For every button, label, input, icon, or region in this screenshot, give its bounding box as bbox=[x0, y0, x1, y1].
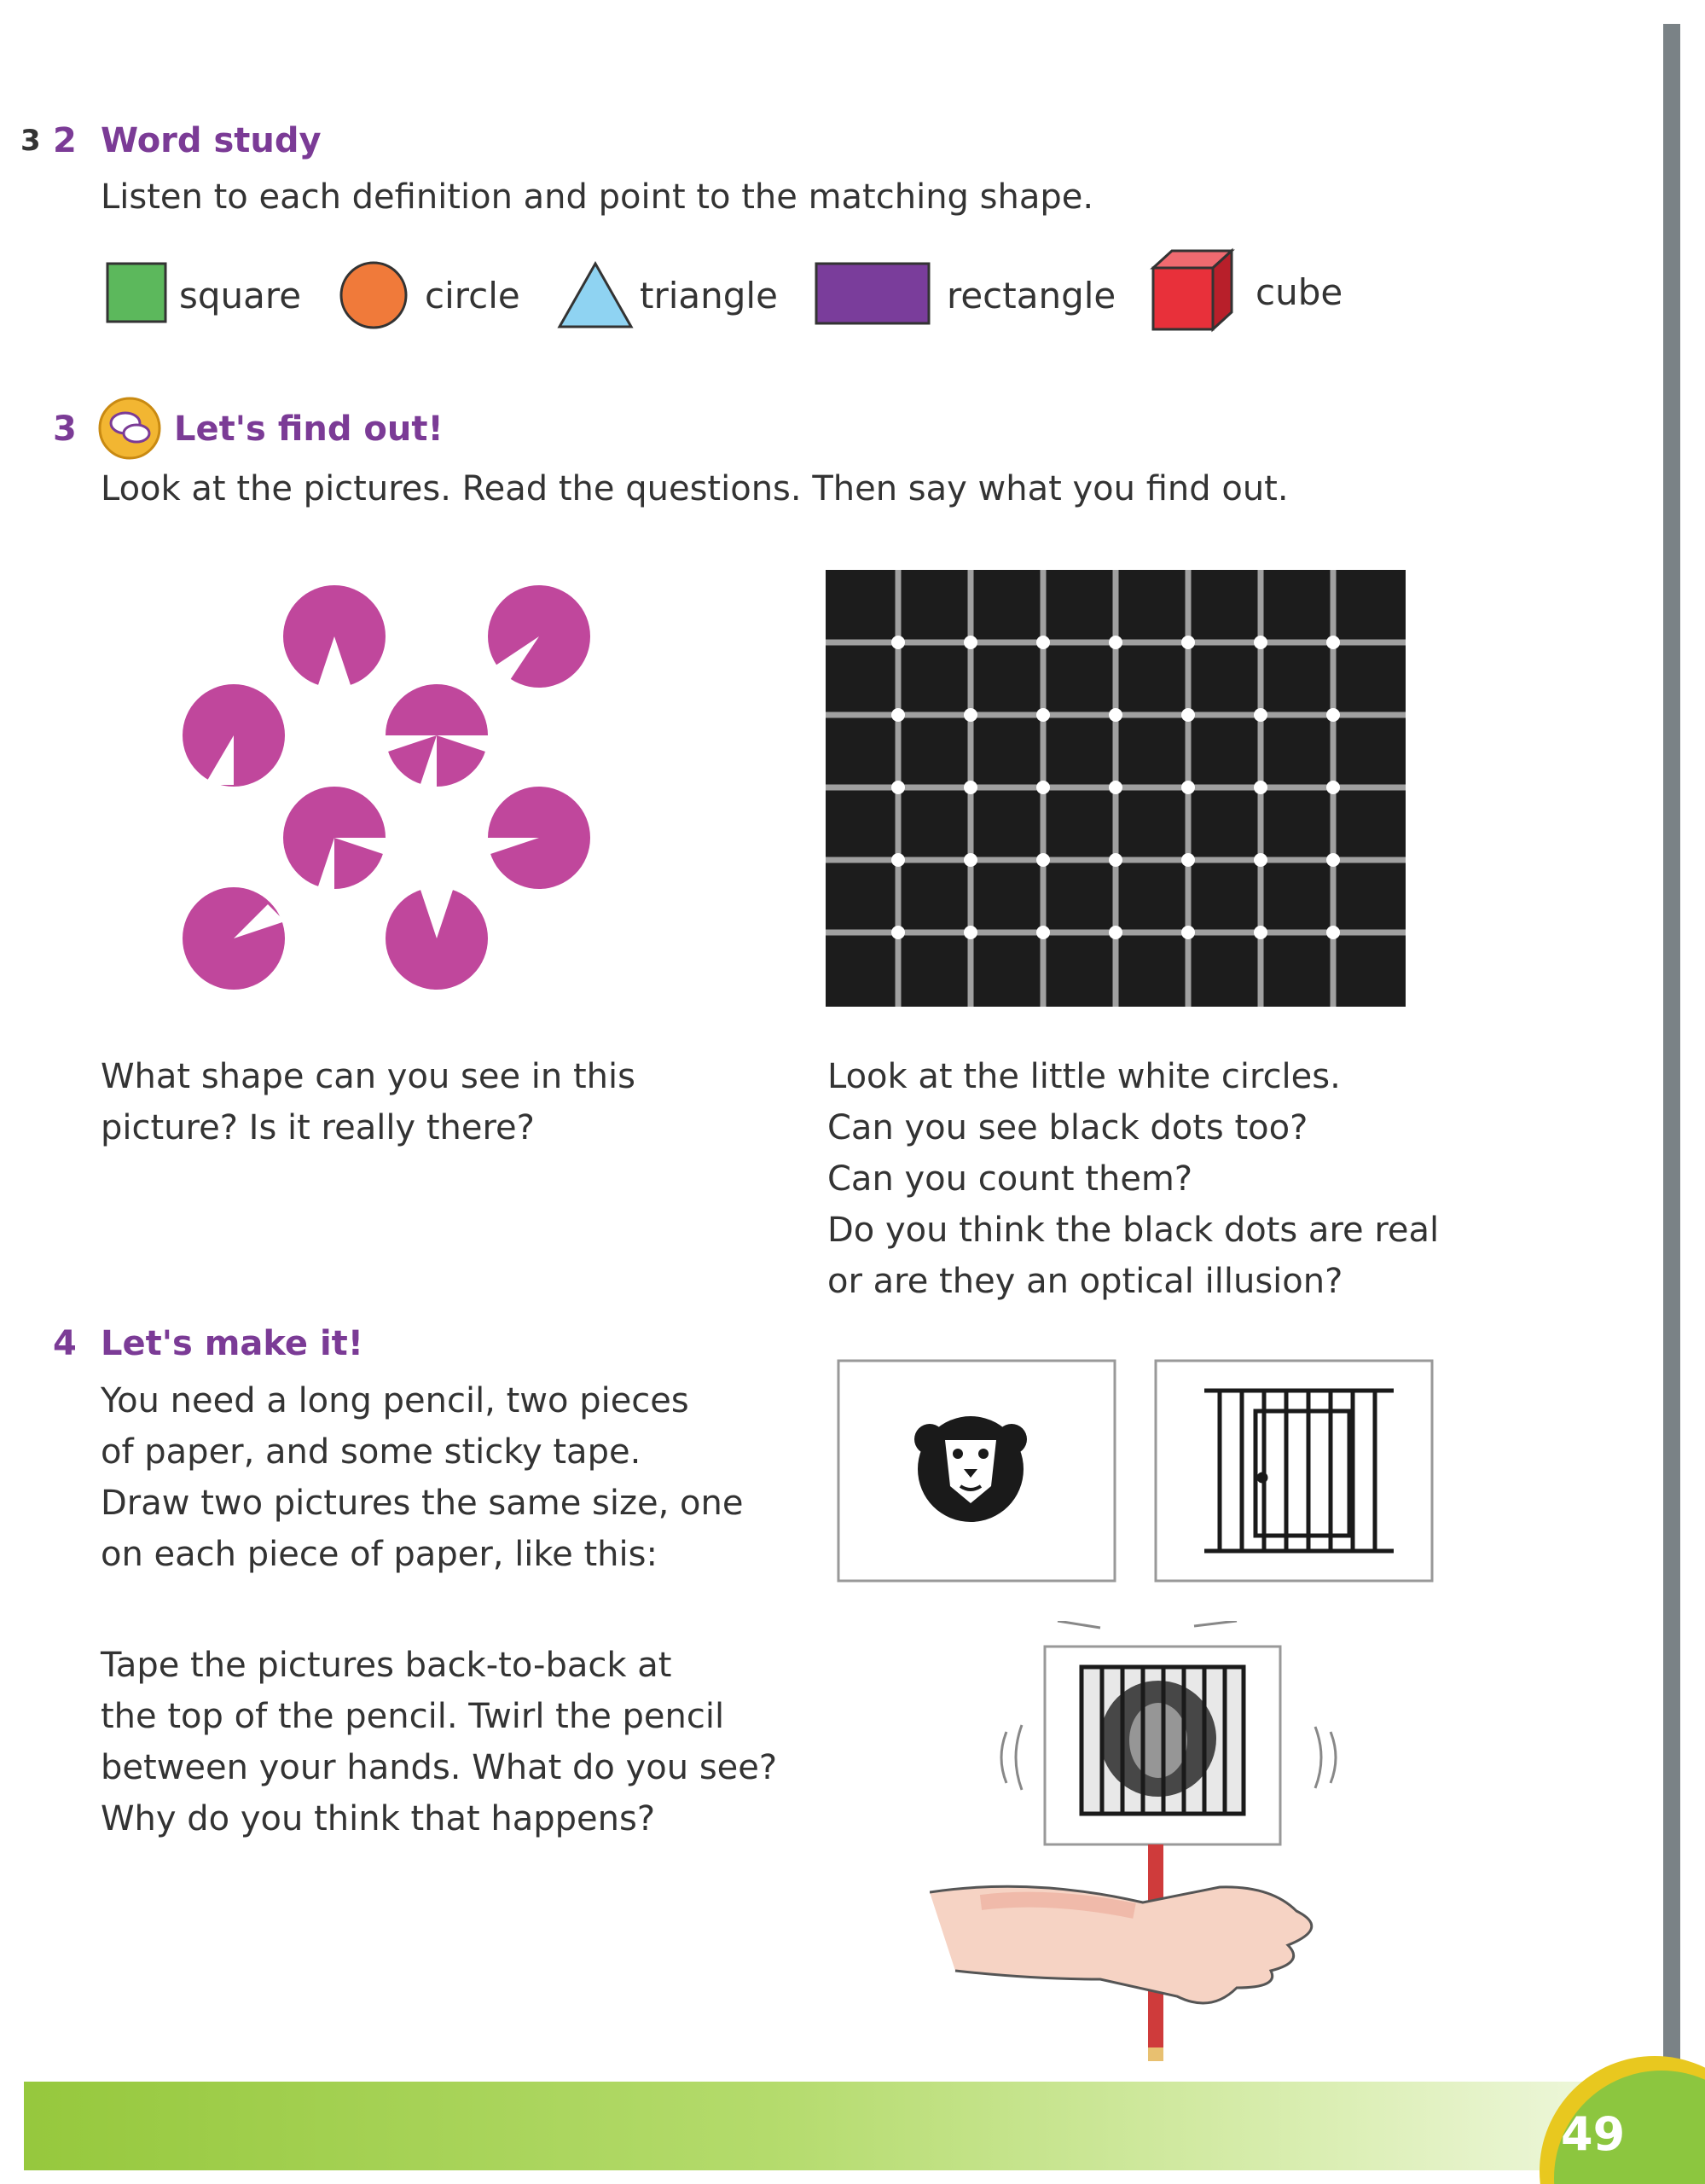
paragraph-line: the top of the pencil. Twirl the pencil bbox=[101, 1697, 725, 1736]
section-3-heading: Let's find out! bbox=[174, 410, 444, 449]
footer-band bbox=[24, 2082, 1679, 2170]
rectangle-icon bbox=[815, 262, 931, 325]
grid-dot bbox=[1181, 781, 1195, 794]
paragraph-line: on each piece of paper, like this: bbox=[101, 1535, 658, 1574]
grid-dot bbox=[1036, 926, 1050, 939]
square-icon bbox=[106, 262, 167, 323]
grid-dot bbox=[1254, 636, 1267, 649]
grid-dot bbox=[1036, 708, 1050, 722]
paragraph-line: Why do you think that happens? bbox=[101, 1799, 656, 1838]
section-2-instruction: Listen to each definition and point to the matching shape. bbox=[101, 177, 1094, 217]
grid-dot bbox=[964, 708, 977, 722]
grid-dot bbox=[964, 853, 977, 867]
grid-dot bbox=[1109, 636, 1122, 649]
caption-line: Look at the little white circles. bbox=[827, 1057, 1341, 1096]
paragraph-line: between your hands. What do you see? bbox=[101, 1748, 778, 1787]
cube-icon bbox=[1150, 246, 1235, 334]
caption-line: Can you see black dots too? bbox=[827, 1108, 1308, 1147]
audio-track-number: 3 bbox=[20, 124, 41, 158]
shape-label-rectangle: rectangle bbox=[947, 275, 1116, 317]
section-4-number: 4 bbox=[53, 1324, 77, 1363]
illusion-2-caption bbox=[827, 1051, 1439, 1307]
grid-dot bbox=[1254, 926, 1267, 939]
twirling-pencil-illustration bbox=[930, 1621, 1407, 2065]
caption-line: Do you think the black dots are real bbox=[827, 1211, 1440, 1250]
cage-card bbox=[1153, 1358, 1435, 1583]
grid-dot bbox=[1254, 853, 1267, 867]
grid-dot bbox=[1326, 781, 1340, 794]
lion-card bbox=[836, 1358, 1117, 1583]
grid-dot bbox=[964, 636, 977, 649]
paragraph-line: Draw two pictures the same size, one bbox=[101, 1484, 744, 1523]
grid-dot bbox=[891, 708, 905, 722]
triangle-icon bbox=[556, 260, 635, 330]
grid-dot bbox=[891, 853, 905, 867]
section-2-number: 2 bbox=[53, 121, 77, 160]
paragraph-line: You need a long pencil, two pieces bbox=[101, 1381, 689, 1420]
grid-dot bbox=[1036, 781, 1050, 794]
grid-dot bbox=[1326, 926, 1340, 939]
shape-label-square: square bbox=[179, 275, 302, 317]
section-4-paragraph-1 bbox=[101, 1375, 743, 1580]
shape-label-triangle: triangle bbox=[640, 275, 778, 317]
caption-line: Can you count them? bbox=[827, 1159, 1193, 1199]
grid-dot bbox=[1036, 853, 1050, 867]
scintillating-grid-picture bbox=[826, 570, 1406, 1007]
shape-label-circle: circle bbox=[425, 275, 520, 317]
section-2-heading: Word study bbox=[101, 121, 322, 160]
section-3-instruction: Look at the pictures. Read the questions. Then say what you find out. bbox=[101, 469, 1289, 508]
grid-dot bbox=[1181, 853, 1195, 867]
speech-bubbles-icon bbox=[97, 396, 162, 461]
grid-dot bbox=[891, 781, 905, 794]
grid-dot bbox=[1109, 853, 1122, 867]
shape-label-cube: cube bbox=[1256, 271, 1343, 313]
caption-line: picture? Is it really there? bbox=[101, 1108, 535, 1147]
grid-dot bbox=[1036, 636, 1050, 649]
section-4-paragraph-2 bbox=[101, 1640, 777, 1844]
circle-icon bbox=[339, 260, 409, 330]
grid-dot bbox=[1181, 708, 1195, 722]
grid-dot bbox=[891, 636, 905, 649]
grid-dot bbox=[1181, 636, 1195, 649]
paragraph-line: Tape the pictures back-to-back at bbox=[101, 1646, 672, 1685]
caption-line: or are they an optical illusion? bbox=[827, 1262, 1343, 1301]
section-4-heading: Let's make it! bbox=[101, 1324, 364, 1363]
caption-line: What shape can you see in this bbox=[101, 1057, 635, 1096]
grid-dot bbox=[1254, 781, 1267, 794]
grid-dot bbox=[1109, 708, 1122, 722]
grid-dot bbox=[1326, 636, 1340, 649]
illusory-star-picture bbox=[171, 572, 614, 1015]
grid-dot bbox=[1109, 926, 1122, 939]
grid-dot bbox=[891, 926, 905, 939]
illusion-1-caption bbox=[101, 1051, 635, 1153]
page-edge-bar bbox=[1663, 24, 1680, 2131]
paragraph-line: of paper, and some sticky tape. bbox=[101, 1432, 641, 1472]
grid-dot bbox=[1109, 781, 1122, 794]
grid-dot bbox=[1326, 853, 1340, 867]
grid-dot bbox=[1254, 708, 1267, 722]
grid-dot bbox=[1326, 708, 1340, 722]
section-3-number: 3 bbox=[53, 410, 77, 449]
grid-dot bbox=[964, 781, 977, 794]
grid-dot bbox=[1181, 926, 1195, 939]
grid-dot bbox=[964, 926, 977, 939]
page-number: 49 bbox=[1561, 2107, 1626, 2161]
